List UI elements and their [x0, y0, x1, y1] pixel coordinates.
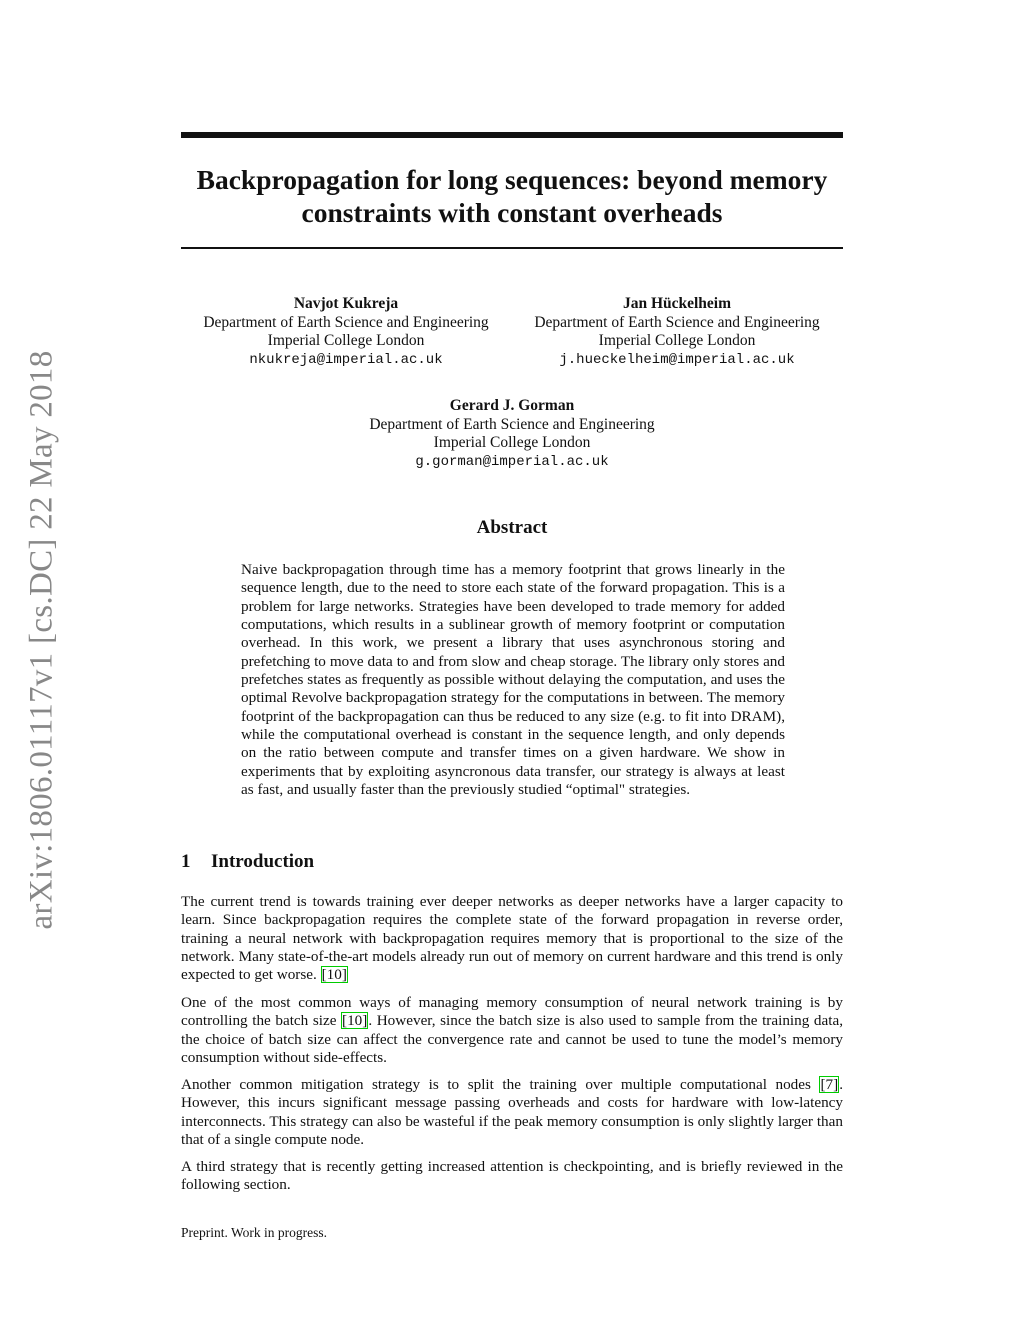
- paragraph-text: . However, this incurs significant message passing overheads and costs for hardware with low-latency interconnects. This strategy can also be wasteful if the peak memory consumption is only slightly larger than that of a single compute node.: [181, 1076, 843, 1149]
- author-name: Navjot Kukreja: [293, 295, 399, 312]
- section-number: 1: [181, 851, 191, 872]
- paragraph-text: . However, since the batch size is also used to sample from the training data, the choice of batch size can affect the convergence rate and cannot be used to tune the model’s memory consumption without side-effects.: [181, 1012, 843, 1067]
- intro-paragraph-2: [181, 994, 843, 1067]
- citation-link[interactable]: [7]: [820, 1076, 839, 1093]
- abstract-heading: Abstract: [476, 517, 548, 538]
- title-line-1: Backpropagation for long sequences: beyond memory: [196, 164, 828, 195]
- intro-paragraph-3: [181, 1076, 843, 1149]
- title-bottom-rule: [181, 247, 843, 249]
- intro-paragraph-4: [181, 1158, 843, 1195]
- author-name: Gerard J. Gorman: [449, 397, 575, 414]
- author-department: Department of Earth Science and Engineering: [534, 313, 820, 331]
- abstract-body: Naive backpropagation through time has a memory footprint that grows linearly in the sequence length, due to the need to store each state of the forward propagation. This is a problem for large networks. Strategies have been developed to trade memory for added computations, which results in a sublinear growth of memory footprint or computation overhead. In this work, we present a library that uses asynchronous storing and prefetching to move data to and from slow and cheap storage. The library only stores and prefetches states as frequently as possible without delaying the computation, and uses the optimal Revolve backpropagation strategy for the computations in between. The memory footprint of the backpropagation can thus be reduced to any size (e.g. to fit into DRAM), while the computational overhead is constant in the sequence length, and only depends on the ratio between compute and transfer times on a given hardware. We show in experiments that by exploiting asyncronous data transfer, our strategy is always at least as fast, and usually faster than the previously studied “optimal" strategies.: [241, 561, 785, 799]
- author-email: nkukreja@imperial.ac.uk: [249, 351, 443, 368]
- paragraph-text: The current trend is towards training ever deeper networks as deeper networks have a larger capacity to learn. Since backpropagation requires the complete state of the forward propagation in reverse order, training a neural network with backpropagation requires memory that is proportional to the size of the network. Many state-of-the-art models already run out of memory on current hardware and this trend is only expected to get worse.: [181, 893, 843, 984]
- author-email: g.gorman@imperial.ac.uk: [415, 453, 609, 470]
- author-email: j.hueckelheim@imperial.ac.uk: [559, 351, 795, 368]
- author-department: Department of Earth Science and Engineering: [203, 313, 489, 331]
- author-name: Jan Hückelheim: [622, 295, 732, 312]
- author-institution: Imperial College London: [598, 332, 756, 349]
- author-institution: Imperial College London: [267, 332, 425, 349]
- arxiv-identifier: arXiv:1806.01117v1 [cs.DC] 22 May 2018: [23, 350, 60, 930]
- title-top-rule: [181, 132, 843, 138]
- author-block-3: [331, 397, 693, 471]
- author-block-2: [511, 295, 843, 369]
- title-line-2: constraints with constant overheads: [301, 197, 723, 228]
- section-title: Introduction: [211, 851, 315, 872]
- footer-note: Preprint. Work in progress.: [181, 1225, 328, 1240]
- paragraph-text: Another common mitigation strategy is to split the training over multiple computational nodes: [181, 1076, 820, 1093]
- paragraph-text: One of the most common ways of managing memory consumption of neural network training is by controlling the batch size: [181, 994, 843, 1030]
- citation-link[interactable]: [10]: [321, 966, 347, 984]
- author-department: Department of Earth Science and Engineering: [369, 415, 655, 433]
- author-institution: Imperial College London: [433, 434, 591, 451]
- intro-paragraph-1: [181, 893, 843, 985]
- citation-link[interactable]: [10]: [342, 1012, 368, 1030]
- paper-title: [181, 163, 843, 229]
- paragraph-text: A third strategy that is recently getting increased attention is checkpointing, and is briefly reviewed in the following section.: [181, 1158, 843, 1194]
- section-heading-introduction: [181, 851, 314, 873]
- author-block-1: [181, 295, 511, 369]
